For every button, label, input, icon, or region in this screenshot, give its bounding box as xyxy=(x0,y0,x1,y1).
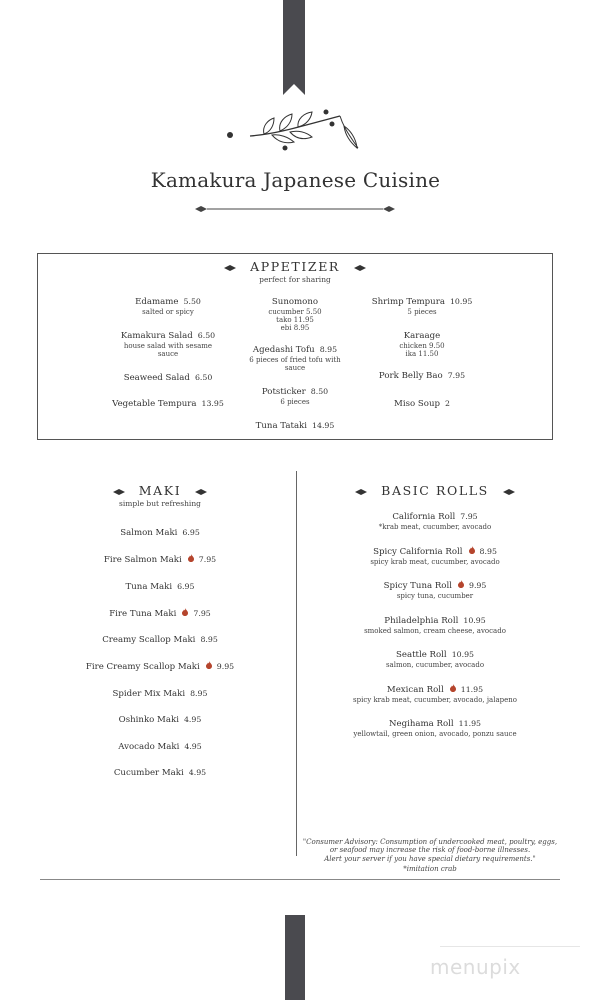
spicy-flame-icon xyxy=(188,554,194,562)
menu-item: Fire Salmon Maki 7.95 xyxy=(103,555,217,565)
diamond-icon xyxy=(354,265,366,271)
column-divider xyxy=(296,471,297,856)
restaurant-title: Kamakura Japanese Cuisine xyxy=(150,168,441,192)
menu-item: Seaweed Salad 6.50 xyxy=(123,373,213,383)
diamond-icon xyxy=(224,265,236,271)
spicy-flame-icon xyxy=(450,684,456,692)
menu-item: Seattle Roll 10.95 salmon, cucumber, avocado xyxy=(385,650,485,670)
watermark-rule xyxy=(440,946,580,947)
menu-item: Philadelphia Roll 10.95 smoked salmon, cream cheese, avocado xyxy=(364,616,506,636)
menu-item: Sunomono cucumber 5.50 tako 11.95 ebi 8.95 xyxy=(268,297,322,333)
menu-item: Vegetable Tempura 13.95 xyxy=(112,399,224,409)
menu-item: Creamy Scallop Maki 8.95 xyxy=(102,635,218,645)
menu-item: Potsticker 8.50 6 pieces xyxy=(261,387,329,407)
title-divider xyxy=(195,202,395,216)
diamond-icon xyxy=(503,489,515,495)
spicy-flame-icon xyxy=(182,608,188,616)
diamond-icon xyxy=(195,489,207,495)
appetizer-heading xyxy=(38,259,552,274)
menupix-watermark: menupix xyxy=(430,955,521,979)
menu-item: California Roll 7.95 *krab meat, cucumber, avocado xyxy=(378,512,492,532)
menu-item: Agedashi Tofu 8.95 6 pieces of fried tofu with sauce xyxy=(249,345,341,373)
menu-item: Shrimp Tempura 10.95 5 pieces xyxy=(371,297,473,317)
menu-item: Salmon Maki 6.95 xyxy=(120,528,200,538)
diamond-icon xyxy=(113,489,125,495)
menu-item: Spider Mix Maki 8.95 xyxy=(112,689,208,699)
appetizer-subtitle: perfect for sharing xyxy=(259,275,331,284)
menu-item: Oshinko Maki 4.95 xyxy=(118,715,202,725)
diamond-icon xyxy=(355,489,367,495)
consumer-advisory: "Consumer Advisory: Consumption of undercooked meat, poultry, eggs, or seafood may increase the risk of food-borne illnesses. Alert your server if you have special dietary requirements." xyxy=(302,838,558,863)
appetizer-title: APPETIZER xyxy=(250,259,340,274)
maki-title: MAKI xyxy=(138,483,182,498)
spicy-flame-icon xyxy=(206,661,212,669)
menu-item: Cucumber Maki 4.95 xyxy=(113,768,207,778)
menu-item: Kamakura Salad 6.50 house salad with sesame sauce xyxy=(120,331,216,359)
ribbon-banner-top xyxy=(283,0,305,95)
menu-item: Mexican Roll 11.95 spicy krab meat, cucumber, avocado, jalapeno xyxy=(353,685,517,705)
menu-item: Spicy Tuna Roll 9.95 spicy tuna, cucumber xyxy=(383,581,487,601)
maki-section xyxy=(60,483,260,508)
rolls-section xyxy=(320,483,550,498)
menu-item: Miso Soup 2 xyxy=(394,399,450,409)
menu-item: Negihama Roll 11.95 yellowtail, green onion, avocado, ponzu sauce xyxy=(353,719,517,739)
spicy-flame-icon xyxy=(469,546,475,554)
appetizer-section xyxy=(37,253,553,440)
menu-item: Pork Belly Bao 7.95 xyxy=(378,371,466,381)
rolls-title: BASIC ROLLS xyxy=(381,483,489,498)
menu-item: Edamame 5.50 salted or spicy xyxy=(135,297,201,317)
maki-heading xyxy=(60,483,260,498)
menu-item: Avocado Maki 4.95 xyxy=(118,742,202,752)
bottom-rule xyxy=(40,879,560,880)
menu-item: Tuna Tataki 14.95 xyxy=(255,421,335,431)
menu-item: Tuna Maki 6.95 xyxy=(125,582,195,592)
footnote: *imitation crab xyxy=(403,865,457,873)
menu-item: Fire Tuna Maki 7.95 xyxy=(109,609,211,619)
spicy-flame-icon xyxy=(458,580,464,588)
maki-subtitle: simple but refreshing xyxy=(119,499,201,508)
leaf-sprig-icon xyxy=(222,104,362,154)
menu-item: Karaage chicken 9.50 ika 11.50 xyxy=(399,331,445,359)
rolls-heading xyxy=(320,483,550,498)
ribbon-banner-bottom xyxy=(285,915,305,1000)
menu-item: Fire Creamy Scallop Maki 9.95 xyxy=(85,662,235,672)
menu-item: Spicy California Roll 8.95 spicy krab meat, cucumber, avocado xyxy=(370,547,500,567)
